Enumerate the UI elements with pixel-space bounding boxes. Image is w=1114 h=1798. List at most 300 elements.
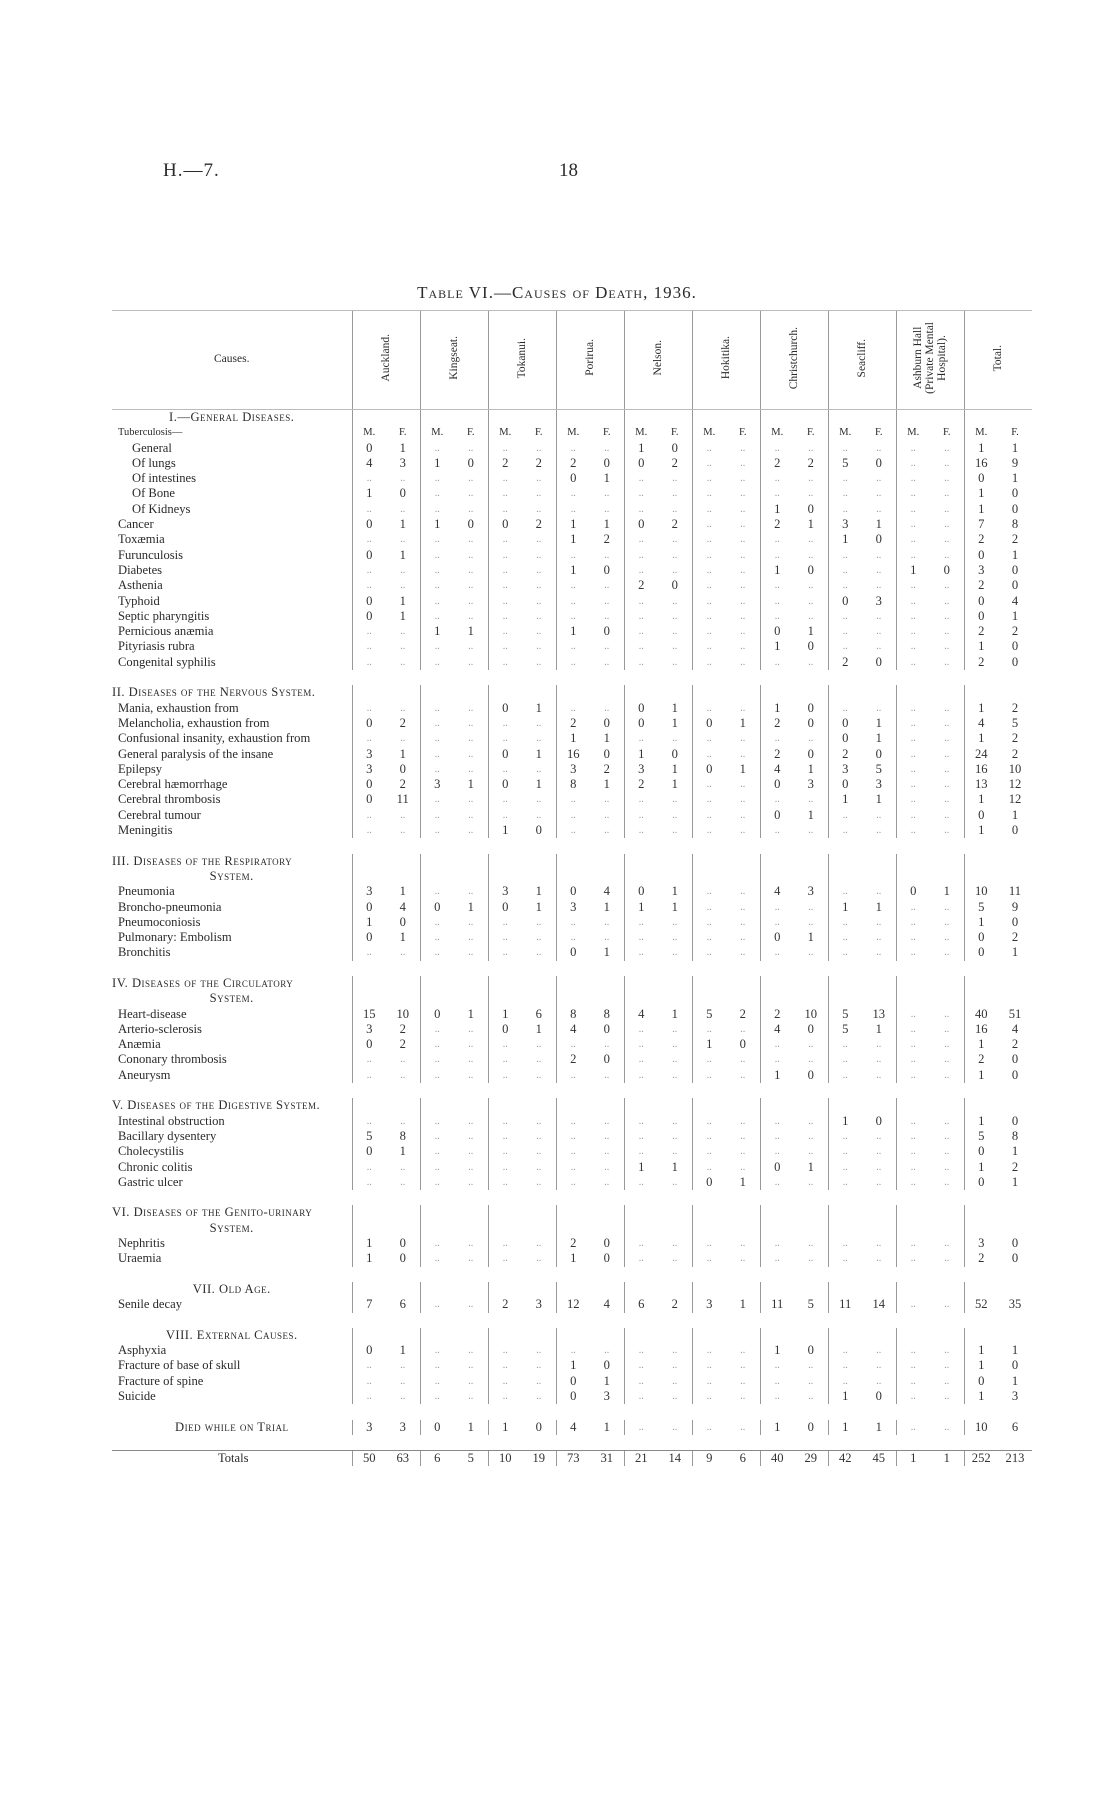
male-count: 1	[556, 1251, 590, 1266]
empty-cell: ..	[604, 503, 610, 515]
empty-cell: ..	[760, 1236, 794, 1251]
male-count: 1	[624, 900, 658, 915]
empty-cell: ..	[944, 1238, 950, 1250]
empty-cell	[420, 869, 454, 884]
empty-cell: ..	[944, 442, 950, 454]
empty-cell: ..	[896, 1007, 930, 1022]
male-count: 1	[896, 563, 930, 578]
female-count: 0	[875, 455, 882, 470]
female-count: 1	[603, 731, 610, 746]
empty-cell	[454, 685, 488, 700]
empty-cell: ..	[876, 1238, 882, 1250]
cause-label	[112, 716, 352, 731]
empty-cell: ..	[828, 915, 862, 930]
empty-cell: ..	[828, 1236, 862, 1251]
empty-cell: ..	[944, 748, 950, 760]
table-row	[112, 945, 1032, 960]
empty-cell: ..	[536, 1360, 542, 1372]
empty-cell	[760, 1328, 794, 1343]
empty-cell	[624, 854, 658, 869]
female-count: 35	[1008, 1297, 1022, 1312]
empty-cell	[896, 854, 930, 869]
empty-cell: ..	[488, 1236, 522, 1251]
male-count: 3	[828, 762, 862, 777]
empty-cell: ..	[740, 1360, 746, 1372]
male-count: 0	[624, 884, 658, 899]
cause-label	[112, 425, 352, 440]
female-count: 213	[998, 1451, 1032, 1467]
empty-cell: ..	[488, 594, 522, 609]
male-count: 1	[964, 823, 998, 838]
male-count: 0	[964, 1144, 998, 1159]
empty-cell: ..	[624, 1420, 658, 1435]
empty-cell	[930, 1221, 964, 1236]
female-count: 2	[1011, 624, 1019, 639]
empty-cell: ..	[944, 626, 950, 638]
empty-cell: ..	[692, 1129, 726, 1144]
male-count: 40	[760, 1451, 794, 1467]
empty-cell	[624, 869, 658, 884]
male-count: 1	[964, 701, 998, 716]
male-count: 5	[828, 456, 862, 471]
male-count: 1	[624, 1160, 658, 1175]
empty-cell: ..	[692, 1160, 726, 1175]
table-row	[112, 486, 1032, 501]
cause-label	[112, 471, 352, 486]
empty-cell: ..	[624, 1129, 658, 1144]
empty-cell: ..	[604, 794, 610, 806]
empty-cell: ..	[692, 1343, 726, 1358]
male-count: 10	[488, 1451, 522, 1467]
empty-cell: ..	[760, 1114, 794, 1129]
empty-cell: ..	[896, 900, 930, 915]
empty-cell: ..	[624, 655, 658, 670]
empty-cell: ..	[692, 1114, 726, 1129]
female-column-label: F.	[1011, 427, 1019, 439]
cause-label	[112, 1007, 352, 1022]
male-count: 1	[828, 1389, 862, 1404]
empty-cell: ..	[672, 825, 678, 837]
empty-cell: ..	[876, 1360, 882, 1372]
empty-cell: ..	[896, 548, 930, 563]
empty-cell: ..	[808, 825, 814, 837]
empty-cell	[794, 1221, 828, 1236]
empty-cell: ..	[536, 1345, 542, 1357]
empty-cell	[964, 1205, 998, 1220]
empty-cell: ..	[740, 779, 746, 791]
empty-cell: ..	[420, 655, 454, 670]
empty-cell: ..	[468, 916, 474, 928]
cause-label	[112, 747, 352, 762]
empty-cell: ..	[896, 1129, 930, 1144]
male-count: 0	[760, 930, 794, 945]
empty-cell: ..	[420, 1297, 454, 1312]
empty-cell: ..	[536, 717, 542, 729]
empty-cell	[420, 1221, 454, 1236]
empty-cell	[964, 976, 998, 991]
cause-label	[112, 1129, 352, 1144]
empty-cell: ..	[828, 823, 862, 838]
cause-label	[112, 594, 352, 609]
empty-cell: ..	[808, 1238, 814, 1250]
female-count: 0	[807, 562, 814, 577]
empty-cell: ..	[896, 517, 930, 532]
empty-cell: ..	[760, 1374, 794, 1389]
empty-cell: ..	[672, 809, 678, 821]
table-row	[112, 609, 1032, 624]
empty-cell: ..	[672, 564, 678, 576]
empty-cell	[488, 1221, 522, 1236]
male-count: 1	[828, 1114, 862, 1129]
spacer-cell	[112, 961, 1032, 976]
totals-row	[112, 1451, 1032, 1467]
empty-cell: ..	[692, 915, 726, 930]
female-count: 6	[726, 1451, 760, 1467]
female-count: 1	[399, 1144, 406, 1159]
empty-cell: ..	[760, 731, 794, 746]
cause-label-text: Meningitis	[118, 823, 176, 837]
column-header	[624, 311, 692, 410]
female-count: 0	[535, 1419, 542, 1434]
empty-cell	[352, 1282, 386, 1297]
table-row	[112, 502, 1032, 517]
cause-label-text: VIII. External Causes.	[165, 1327, 298, 1342]
male-count: 0	[624, 517, 658, 532]
female-count: 0	[399, 1236, 406, 1251]
empty-cell	[624, 1221, 658, 1236]
female-count: 1	[603, 777, 610, 792]
male-count: 0	[488, 1022, 522, 1037]
female-count: 3	[807, 777, 814, 792]
empty-cell	[590, 991, 624, 1006]
empty-cell: ..	[352, 502, 386, 517]
female-count: 11	[396, 792, 409, 807]
female-count: 0	[399, 486, 406, 501]
empty-cell	[386, 854, 420, 869]
empty-cell: ..	[740, 733, 746, 745]
empty-cell	[556, 991, 590, 1006]
empty-cell	[692, 991, 726, 1006]
female-count: 0	[1011, 1251, 1019, 1266]
section-heading-row	[112, 869, 1032, 884]
empty-cell: ..	[808, 488, 814, 500]
female-count: 1	[943, 884, 950, 899]
male-count: 0	[556, 1374, 590, 1389]
empty-cell: ..	[468, 610, 474, 622]
male-count: 1	[760, 1068, 794, 1083]
empty-cell: ..	[420, 915, 454, 930]
female-count: 0	[671, 440, 678, 455]
empty-cell	[522, 869, 556, 884]
empty-cell: ..	[604, 442, 610, 454]
empty-cell: ..	[468, 1360, 474, 1372]
empty-cell: ..	[692, 930, 726, 945]
empty-cell: ..	[536, 1130, 542, 1142]
empty-cell: ..	[624, 1037, 658, 1052]
male-count: 4	[624, 1007, 658, 1022]
empty-cell: ..	[468, 825, 474, 837]
empty-cell: ..	[488, 532, 522, 547]
empty-cell: ..	[556, 1175, 590, 1190]
empty-cell: ..	[468, 595, 474, 607]
empty-cell: ..	[760, 471, 794, 486]
female-count: 2	[739, 1006, 746, 1021]
empty-cell	[692, 410, 726, 426]
male-count: 1	[964, 1358, 998, 1373]
page-header: H.—7.	[163, 160, 220, 181]
male-count: 0	[896, 884, 930, 899]
empty-cell: ..	[692, 517, 726, 532]
male-count: 0	[352, 930, 386, 945]
empty-cell: ..	[760, 1358, 794, 1373]
cause-label-text: Broncho-pneumonia	[118, 900, 225, 914]
empty-cell: ..	[604, 702, 610, 714]
female-count: 1	[535, 899, 542, 914]
empty-cell: ..	[760, 1052, 794, 1067]
empty-cell	[658, 976, 692, 991]
male-count: 2	[964, 1251, 998, 1266]
empty-cell: ..	[828, 624, 862, 639]
empty-cell: ..	[536, 503, 542, 515]
empty-cell: ..	[624, 1022, 658, 1037]
empty-cell: ..	[488, 930, 522, 945]
empty-cell	[352, 976, 386, 991]
empty-cell: ..	[420, 1052, 454, 1067]
male-count: 1	[964, 502, 998, 517]
empty-cell	[420, 1328, 454, 1343]
male-count: 2	[964, 578, 998, 593]
empty-cell: ..	[876, 473, 882, 485]
male-count: 1	[556, 517, 590, 532]
cause-label	[112, 486, 352, 501]
empty-cell: ..	[624, 532, 658, 547]
empty-cell	[862, 1282, 896, 1297]
column-header	[420, 311, 488, 410]
empty-cell: ..	[876, 1039, 882, 1051]
empty-cell: ..	[604, 580, 610, 592]
female-count: 31	[590, 1451, 624, 1467]
empty-cell	[386, 1328, 420, 1343]
male-count: 0	[352, 517, 386, 532]
empty-cell	[964, 991, 998, 1006]
empty-cell	[352, 410, 386, 426]
empty-cell	[454, 1098, 488, 1113]
empty-cell: ..	[944, 488, 950, 500]
empty-cell: ..	[808, 733, 814, 745]
empty-cell	[760, 1205, 794, 1220]
male-count: 1	[556, 563, 590, 578]
empty-cell: ..	[488, 1251, 522, 1266]
empty-cell: ..	[536, 626, 542, 638]
empty-cell: ..	[896, 1114, 930, 1129]
empty-cell: ..	[468, 656, 474, 668]
empty-cell: ..	[808, 947, 814, 959]
cause-label	[112, 808, 352, 823]
empty-cell: ..	[692, 486, 726, 501]
empty-cell	[522, 991, 556, 1006]
empty-cell	[930, 854, 964, 869]
male-count: 0	[352, 900, 386, 915]
female-count: 0	[875, 1113, 882, 1128]
empty-cell: ..	[876, 488, 882, 500]
empty-cell: ..	[944, 1391, 950, 1402]
empty-cell: ..	[828, 1160, 862, 1175]
empty-cell: ..	[420, 486, 454, 501]
cause-label-text: System.	[209, 868, 254, 883]
female-count: 2	[671, 517, 678, 532]
empty-cell: ..	[828, 1374, 862, 1389]
female-count: 2	[399, 1037, 406, 1052]
empty-cell: ..	[672, 1238, 678, 1250]
empty-cell	[590, 1328, 624, 1343]
column-header-label: Kingseat.	[448, 335, 460, 380]
empty-cell: ..	[400, 1391, 406, 1402]
empty-cell: ..	[760, 1389, 794, 1404]
empty-cell: ..	[944, 1146, 950, 1158]
empty-cell	[692, 854, 726, 869]
male-count: 3	[556, 762, 590, 777]
empty-cell: ..	[400, 641, 406, 653]
empty-cell: ..	[536, 1161, 542, 1173]
female-count: 0	[1011, 562, 1019, 577]
empty-cell: ..	[624, 731, 658, 746]
empty-cell: ..	[420, 563, 454, 578]
empty-cell: ..	[672, 1069, 678, 1081]
empty-cell: ..	[604, 1146, 610, 1158]
empty-cell: ..	[740, 1375, 746, 1387]
male-count: 1	[556, 532, 590, 547]
male-column-label: M.	[420, 425, 454, 440]
empty-cell: ..	[692, 532, 726, 547]
empty-cell: ..	[876, 825, 882, 837]
empty-cell: ..	[624, 945, 658, 960]
empty-cell	[624, 976, 658, 991]
empty-cell: ..	[420, 1068, 454, 1083]
empty-cell: ..	[808, 473, 814, 485]
empty-cell: ..	[828, 471, 862, 486]
male-count: 10	[964, 1420, 998, 1435]
female-count: 1	[399, 547, 406, 562]
empty-cell: ..	[808, 1146, 814, 1158]
cause-label-text: Totals	[218, 1451, 252, 1465]
female-count: 0	[603, 1021, 610, 1036]
male-count: 3	[352, 747, 386, 762]
cause-label	[112, 1251, 352, 1266]
empty-cell: ..	[468, 564, 474, 576]
empty-cell: ..	[468, 763, 474, 775]
empty-cell	[794, 1328, 828, 1343]
cause-label-text: V. Diseases of the Digestive System.	[112, 1098, 321, 1113]
empty-cell: ..	[944, 595, 950, 607]
female-column-label: F.	[534, 427, 543, 439]
empty-cell: ..	[808, 442, 814, 454]
table-row	[112, 762, 1032, 777]
male-count: 1	[352, 915, 386, 930]
spacer-cell	[112, 1435, 1032, 1451]
empty-cell: ..	[760, 1144, 794, 1159]
empty-cell: ..	[828, 563, 862, 578]
female-count: 9	[1011, 455, 1019, 470]
empty-cell: ..	[876, 626, 882, 638]
empty-cell: ..	[760, 900, 794, 915]
empty-cell: ..	[672, 1023, 678, 1035]
female-count: 1	[875, 731, 882, 746]
female-count: 0	[1011, 914, 1019, 929]
empty-cell	[896, 1205, 930, 1220]
male-count: 0	[828, 731, 862, 746]
empty-cell: ..	[604, 1130, 610, 1142]
cause-label	[112, 762, 352, 777]
empty-cell	[726, 1221, 760, 1236]
empty-cell: ..	[896, 945, 930, 960]
empty-cell: ..	[760, 594, 794, 609]
cause-label-text: System.	[209, 1220, 254, 1235]
empty-cell: ..	[740, 488, 746, 500]
male-count: 0	[352, 716, 386, 731]
male-column-label: M.	[556, 425, 590, 440]
empty-cell: ..	[828, 701, 862, 716]
empty-cell: ..	[488, 1068, 522, 1083]
empty-cell: ..	[828, 1068, 862, 1083]
column-header	[488, 311, 556, 410]
male-count: 5	[352, 1129, 386, 1144]
male-count: 73	[556, 1451, 590, 1467]
empty-cell: ..	[536, 473, 542, 485]
empty-cell	[760, 1098, 794, 1113]
empty-cell: ..	[604, 656, 610, 668]
empty-cell: ..	[944, 1375, 950, 1387]
empty-cell	[420, 1098, 454, 1113]
male-count: 1	[964, 486, 998, 501]
table-row	[112, 930, 1032, 945]
cause-label-text: Bacillary dysentery	[118, 1129, 219, 1143]
empty-cell: ..	[876, 610, 882, 622]
cause-label-text: Pneumoconiosis	[118, 915, 204, 929]
empty-cell	[386, 976, 420, 991]
empty-cell: ..	[944, 763, 950, 775]
female-count: 2	[535, 517, 542, 532]
empty-cell: ..	[672, 595, 678, 607]
female-count: 1	[671, 777, 678, 792]
male-count: 0	[352, 777, 386, 792]
empty-cell	[420, 685, 454, 700]
empty-cell	[896, 869, 930, 884]
empty-cell: ..	[536, 1375, 542, 1387]
cause-label	[112, 1160, 352, 1175]
male-count: 1	[352, 486, 386, 501]
empty-cell	[488, 991, 522, 1006]
female-count: 1	[467, 1006, 474, 1021]
empty-cell: ..	[488, 731, 522, 746]
empty-cell: ..	[760, 1037, 794, 1052]
empty-cell: ..	[740, 702, 746, 714]
empty-cell: ..	[556, 823, 590, 838]
spacer-row	[112, 1267, 1032, 1282]
empty-cell: ..	[420, 441, 454, 456]
empty-cell: ..	[352, 701, 386, 716]
male-count: 1	[692, 1037, 726, 1052]
empty-cell: ..	[604, 641, 610, 653]
male-count: 16	[964, 762, 998, 777]
empty-cell	[352, 991, 386, 1006]
empty-cell: ..	[624, 609, 658, 624]
male-count: 3	[488, 884, 522, 899]
empty-cell: ..	[604, 916, 610, 928]
male-count: 1	[964, 792, 998, 807]
empty-cell	[692, 685, 726, 700]
empty-cell	[488, 410, 522, 426]
empty-cell: ..	[604, 488, 610, 500]
